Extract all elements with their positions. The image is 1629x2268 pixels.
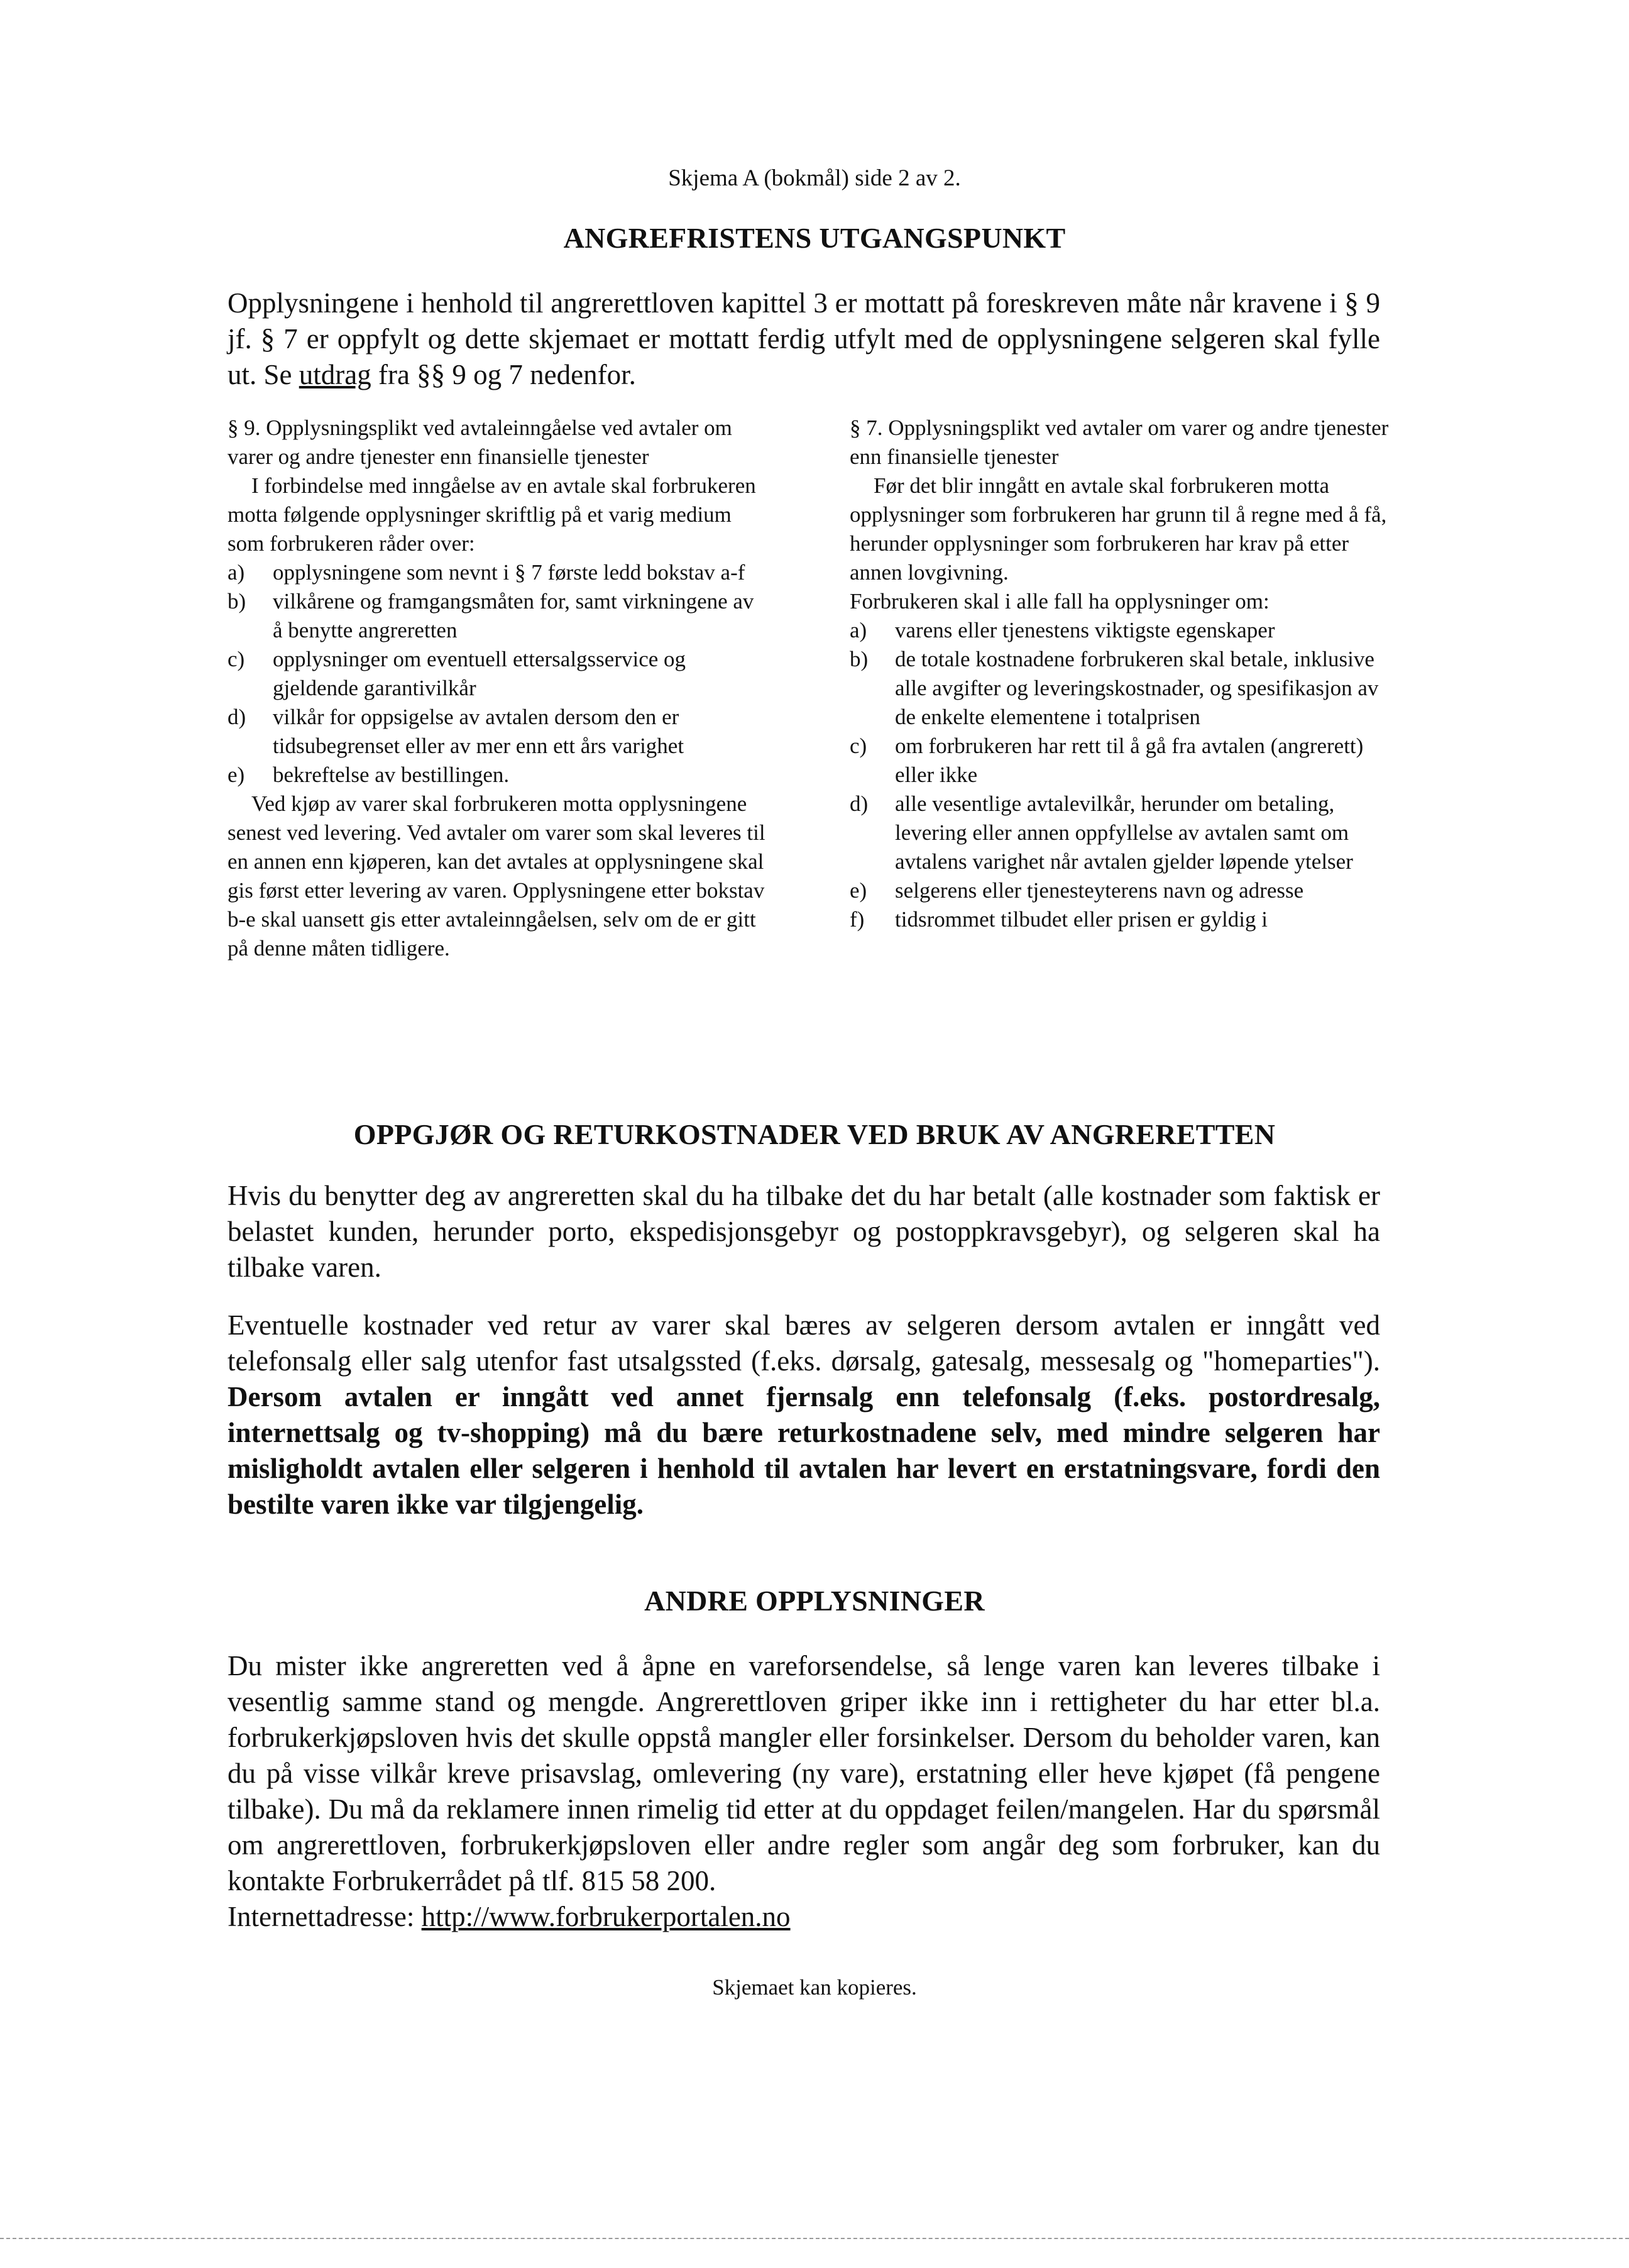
left-column-intro: I forbindelse med inngåelse av en avtale skal forbrukeren motta følgende opplysninger skriftlig på et varig medium som forbrukeren råder over: (228, 473, 756, 556)
list-item (228, 645, 767, 703)
left-column-title: § 9. Opplysningsplikt ved avtaleinngåelse ved avtaler om varer og andre tjenester enn finansielle tjenester (228, 416, 732, 469)
list-letter: d) (228, 705, 246, 729)
returkostnad-bold-text: Dersom avtalen er inngått ved annet fjernsalg enn telefonsalg (f.eks. postordresalg, internettsalg og tv-shopping) må du bære returkostnadene selv, med mindre selgeren har misligholdt avtalen eller selgeren i henhold til avtalen har levert en erstatningsvare, fordi den bestilte varen ikke var tilgjengelig. (228, 1381, 1380, 1520)
andre-text: Du mister ikke angreretten ved å åpne en vareforsendelse, så lenge varen kan leveres tilbake i vesentlig samme stand og mengde. Angrerettloven griper ikke inn i rettigheter du har etter bl.a. forbrukerkjøpsloven hvis det skulle oppstå mangler eller forsinkelser. Dersom du beholder varen, kan du på visse vilkår kreve prisavslag, omlevering (ny vare), erstatning eller heve kjøpet (få pengene tilbake). Du må da reklamere innen rimelig tid etter at du oppdaget feilen/mangelen. Har du spørsmål om angrerettloven, forbrukerkjøpsloven eller andre regler som angår deg som forbruker, kan du kontakte Forbrukerrådet på tlf. 815 58 200. (228, 1650, 1380, 1896)
section-title-oppgjor: OPPGJØR OG RETURKOSTNADER VED BRUK AV ANGRERETTEN (353, 1118, 1276, 1150)
list-text: alle vesentlige avtalevilkår, herunder om betaling, levering eller annen oppfyllelse av avtalen samt om avtalens varighet når avtalen gjelder løpende ytelser (895, 791, 1353, 874)
list-letter: b) (850, 647, 869, 671)
utdrag-link[interactable]: utdrag (299, 359, 371, 390)
right-column-title: § 7. Opplysningsplikt ved avtaler om varer og andre tjenester enn finansielle tjenester (850, 416, 1389, 469)
list-item (228, 558, 767, 587)
list-item (228, 587, 767, 645)
list-text: bekreftelse av bestillingen. (273, 762, 510, 787)
section-title-andre: ANDRE OPPLYSNINGER (644, 1585, 985, 1617)
right-column-intro: Før det blir inngått en avtale skal forbrukeren motta opplysninger som forbrukeren har grunn til å regne med å få, herunder opplysninger som forbrukeren har krav på etter annen lovgivning. (850, 473, 1387, 585)
list-item (850, 732, 1389, 790)
list-letter: a) (228, 560, 245, 585)
list-letter: a) (850, 618, 867, 642)
list-text: de totale kostnadene forbrukeren skal betale, inklusive alle avgifter og leveringskostnader, og spesifikasjon av de enkelte elementene i totalprisen (895, 647, 1379, 729)
list-text: opplysningene som nevnt i § 7 første ledd bokstav a-f (273, 560, 745, 585)
intro-paragraph (228, 285, 1380, 393)
list-text: opplysninger om eventuell ettersalgsservice og gjeldende garantivilkår (273, 647, 686, 700)
list-text: tidsrommet tilbudet eller prisen er gyldig i (895, 907, 1268, 932)
right-column-intro2: Forbrukeren skal i alle fall ha opplysninger om: (850, 589, 1270, 614)
left-column-closing: Ved kjøp av varer skal forbrukeren motta opplysningene senest ved levering. Ved avtaler om varer som skal leveres til en annen enn kjøperen, kan det avtales at opplysningene skal gis først etter levering av varen. Opplysningene etter bokstav b-e skal uansett gis etter avtaleinngåelsen, selv om de er gitt på denne måten tidligere. (228, 791, 765, 961)
list-item (850, 616, 1389, 645)
list-item (850, 876, 1389, 905)
list-letter: e) (850, 878, 867, 903)
list-text: vilkårene og framgangsmåten for, samt virkningene av å benytte angreretten (273, 589, 754, 642)
andre-paragraph (228, 1648, 1380, 1935)
list-item (850, 645, 1389, 732)
footer-note: Skjemaet kan kopieres. (712, 1975, 917, 2000)
oppgjor-paragraph-2 (228, 1307, 1380, 1522)
returkostnad-text: Eventuelle kostnader ved retur av varer skal bæres av selgeren dersom avtalen er inngått ved telefonsalg eller salg utenfor fast utsalgssted (f.eks. dørsalg, gatesalg, messesalg og "homeparties"). (228, 1309, 1380, 1377)
page-header: Skjema A (bokmål) side 2 av 2. (668, 165, 961, 191)
list-letter: c) (850, 734, 867, 758)
right-column (850, 414, 1389, 934)
list-item (850, 905, 1389, 934)
right-column-list (850, 616, 1389, 934)
oppgjor-paragraph-1: Hvis du benytter deg av angreretten skal du ha tilbake det du har betalt (alle kostnader som faktisk er belastet kunden, herunder porto, ekspedisjonsgebyr og postoppkravsgebyr), og selgeren skal ha tilbake varen. (228, 1180, 1380, 1283)
list-text: vilkår for oppsigelse av avtalen dersom den er tidsubegrenset eller av mer enn ett års varighet (273, 705, 684, 758)
intro-text: Opplysningene i henhold til angrerettloven kapittel 3 er mottatt på foreskreven måte når kravene i § 9 jf. § 7 er oppfylt og dette skjemaet er mottatt ferdig utfylt med de opplysningene selgeren skal fylle ut. Se (228, 287, 1380, 390)
list-letter: d) (850, 791, 869, 816)
intro-text-end: fra §§ 9 og 7 nedenfor. (371, 359, 636, 390)
scan-edge-divider (0, 2238, 1629, 2239)
list-item (850, 790, 1389, 876)
left-column-list (228, 558, 767, 790)
list-letter: f) (850, 907, 865, 932)
left-column (228, 414, 767, 963)
web-link[interactable]: http://www.forbrukerportalen.no (421, 1901, 791, 1932)
list-letter: b) (228, 589, 246, 614)
list-item (228, 761, 767, 790)
list-text: selgerens eller tjenesteyterens navn og adresse (895, 878, 1304, 903)
list-letter: c) (228, 647, 245, 671)
list-letter: e) (228, 762, 245, 787)
list-text: om forbrukeren har rett til å gå fra avtalen (angrerett) eller ikke (895, 734, 1364, 787)
section-title-angrefrist: ANGREFRISTENS UTGANGSPUNKT (563, 222, 1066, 254)
list-item (228, 703, 767, 761)
list-text: varens eller tjenestens viktigste egenskaper (895, 618, 1275, 642)
web-label: Internettadresse: (228, 1901, 422, 1932)
